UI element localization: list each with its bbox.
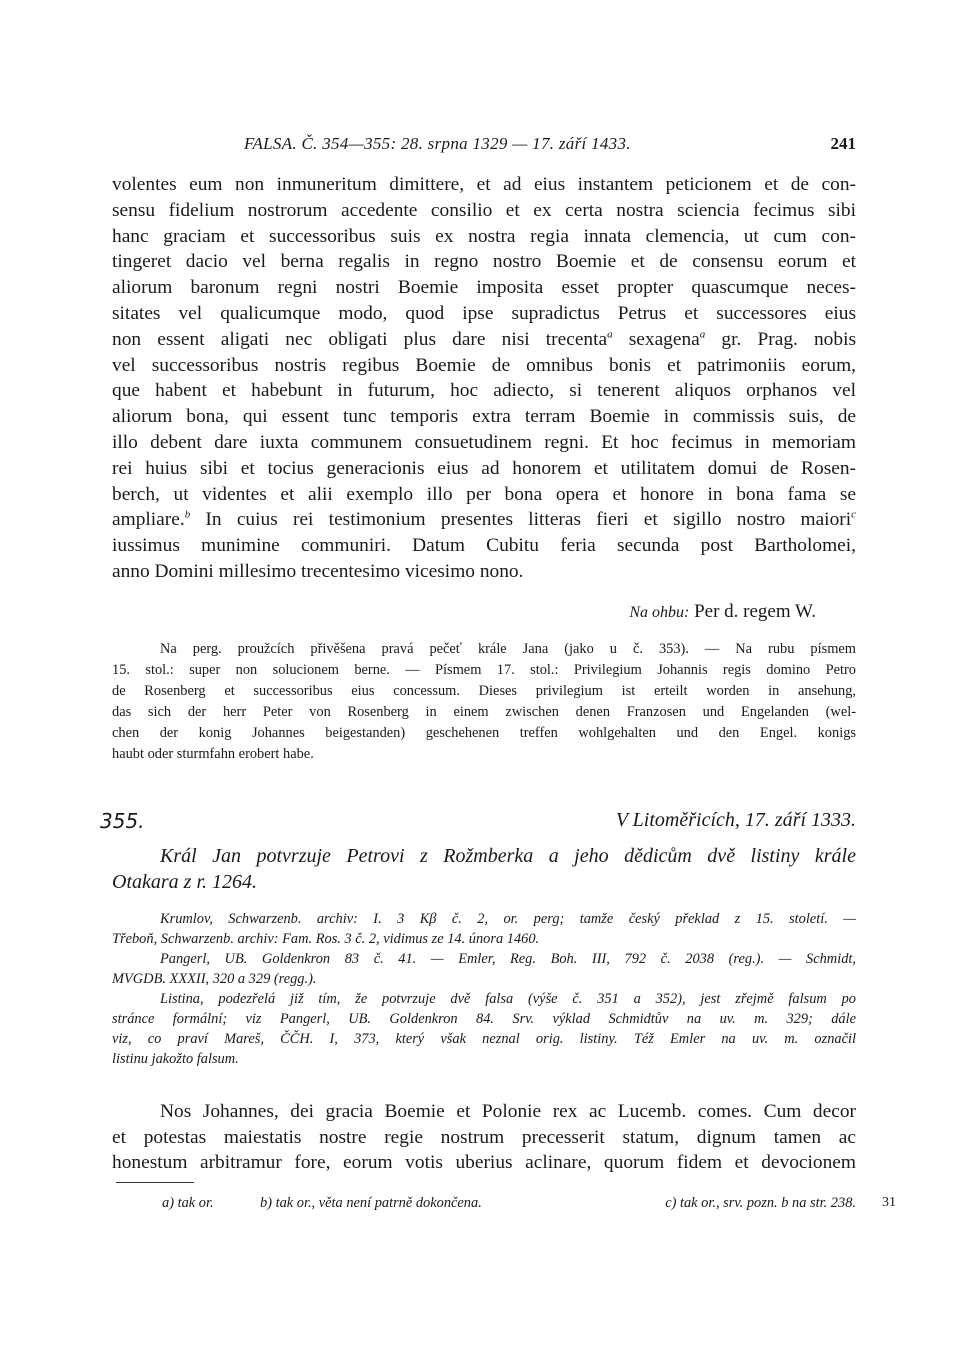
charter-line: et potestas maiestatis nostre regie nostrum precesserit statum, dignum tamen ac xyxy=(112,1126,856,1148)
source-line: listinu jakožto falsum. xyxy=(112,1050,239,1067)
footnote-a: a) tak or. xyxy=(162,1195,214,1212)
source-line: viz, co praví Mareš, ČČH. I, 373, který však neznal orig. listiny. Též Emler na uv. m. označil xyxy=(112,1030,856,1047)
text-fragment: gr. Prag. nobis xyxy=(705,328,857,350)
text-line: sensu fidelium nostrorum accedente consilio et ex certa nostra sciencia fecimus sibi xyxy=(112,199,856,221)
footnote-ref-a: a xyxy=(607,328,613,341)
regest xyxy=(112,843,856,895)
source-line: MVGDB. XXXII, 320 a 329 (regg.). xyxy=(112,970,317,987)
source-line: stránce formální; viz Pangerl, UB. Goldenkron 84. Srv. výklad Schmidtův na uv. m. 329; dále xyxy=(112,1010,856,1027)
text-line: aliorum bona, qui essent tunc temporis extra terram Boemie in commissis suis, de xyxy=(112,406,856,428)
text-line: hanc graciam et successoribus suis ex nostra regia innata clemencia, ut cum con- xyxy=(112,225,856,247)
text-line: tingeret dacio vel berna regalis in regno nostro Boemie et de consensu eorum et xyxy=(112,251,856,273)
page-number: 241 xyxy=(830,134,856,153)
note-line: Na perg. proužcích přivěšena pravá pečeť krále Jana (jako u č. 353). — Na rubu písmem xyxy=(160,640,856,657)
running-head xyxy=(112,128,856,156)
seal-note xyxy=(112,601,856,623)
footnote-b: b) tak or., věta není patrně dokončena. xyxy=(260,1195,482,1212)
text-line: sitates vel qualicumque modo, quod ipse supradictus Petrus et successores eius xyxy=(112,302,856,324)
source-line: Pangerl, UB. Goldenkron 83 č. 41. — Emler, Reg. Boh. III, 792 č. 2038 (reg.). — Schmidt, xyxy=(160,950,856,967)
seal-note-label: Na ohbu: xyxy=(629,603,690,621)
text-line: aliorum baronum regni nostri Boemie imposita esset propter quascumque neces- xyxy=(112,277,856,299)
source-line: Třeboň, Schwarzenb. archiv: Fam. Ros. 3 č. 2, vidimus ze 14. února 1460. xyxy=(112,930,540,947)
text-line: illo debent dare iuxta communem consuetudinem regni. Et hoc fecimus in memoriam xyxy=(112,431,856,453)
text-line: rei huius sibi et tocius generacionis eius ad honorem et utilitatem domui de Rosen- xyxy=(112,457,856,479)
footnote-rule xyxy=(116,1182,194,1183)
text-fragment: ampliare. xyxy=(112,509,185,531)
source-line: Listina, podezřelá již tím, že potvrzuje dvě falsa (výše č. 351 a 352), jest zřejmě falsum po xyxy=(160,990,856,1007)
archival-notes xyxy=(112,639,856,765)
main-text xyxy=(112,172,856,585)
regest-line: Otakara z r. 1264. xyxy=(112,870,258,893)
text-fragment: In cuius rei testimonium presentes litteras fieri et sigillo nostro maiori xyxy=(190,509,852,531)
footnote-ref-c: c xyxy=(851,508,856,521)
note-line: haubt oder sturmfahn erobert habe. xyxy=(112,745,314,762)
page xyxy=(100,128,857,1217)
text-fragment: sexagena xyxy=(612,328,700,350)
text-line xyxy=(112,327,856,353)
footnote-c: c) tak or., srv. pozn. b na str. 238. xyxy=(665,1195,856,1212)
note-line: de Rosenberg et successoribus eius concessum. Dieses privilegium ist erteilt worden in ansehung, xyxy=(112,682,856,699)
source-line: Krumlov, Schwarzenb. archiv: I. 3 Kβ č. 2, or. perg; tamže český překlad z 15. století. — xyxy=(160,910,856,927)
sources xyxy=(112,909,856,1069)
note-line: das sich der herr Peter von Rosenberg in einem zwischen denen Franzosen und Engelanden (wel- xyxy=(112,703,856,720)
charter-text xyxy=(112,1099,856,1176)
text-line: iussimus munimine communiri. Datum Cubitu feria secunda post Bartholomei, xyxy=(112,535,856,557)
charter-line: honestum arbitramur fore, eorum votis uberius aclinare, quorum fidem et devocionem xyxy=(112,1152,856,1174)
seal-note-text: Per d. regem W. xyxy=(694,600,816,622)
footnotes xyxy=(112,1195,856,1217)
text-line: berch, ut videntes et alii exemplo illo per bona opera et honore in bona fama se xyxy=(112,483,856,505)
document-place-date: V Litoměřicích, 17. září 1333. xyxy=(615,808,856,831)
document-number: 355. xyxy=(100,808,145,833)
text-line: vel successoribus nostris regibus Boemie de omnibus bonis et patrimoniis eorum, xyxy=(112,354,856,376)
charter-line: Nos Johannes, dei gracia Boemie et Polonie rex ac Lucemb. comes. Cum decor xyxy=(160,1100,856,1122)
text-line: anno Domini millesimo trecentesimo vicesimo nono. xyxy=(112,560,524,582)
regest-line: Král Jan potvrzuje Petrovi z Rožmberka a jeho dědicům dvě listiny krále xyxy=(160,844,856,867)
document-heading xyxy=(100,808,856,837)
note-line: 15. stol.: super non solucionem berne. — Písmem 17. stol.: Privilegium Johannis regis domino Petro xyxy=(112,661,856,678)
text-line xyxy=(112,507,856,533)
text-line: que habent et habebunt in futurum, hoc adiecto, si tenerent aliquos orphanos vel xyxy=(112,380,856,402)
text-line: volentes eum non inmuneritum dimittere, et ad eius instantem peticionem et de con- xyxy=(112,174,856,195)
running-head-title: FALSA. Č. 354—355: 28. srpna 1329 — 17. září 1433. xyxy=(244,134,631,153)
note-line: chen der konig Johannes beigestanden) geschehenen treffen wohlgehalten und den Engel. konigs xyxy=(112,724,856,741)
footnote-ref-a: a xyxy=(699,328,706,341)
footnote-ref-b: b xyxy=(184,508,191,521)
signature-mark: 31 xyxy=(882,1195,896,1210)
text-fragment: non essent aligati nec obligati plus dare nisi trecenta xyxy=(112,328,608,350)
